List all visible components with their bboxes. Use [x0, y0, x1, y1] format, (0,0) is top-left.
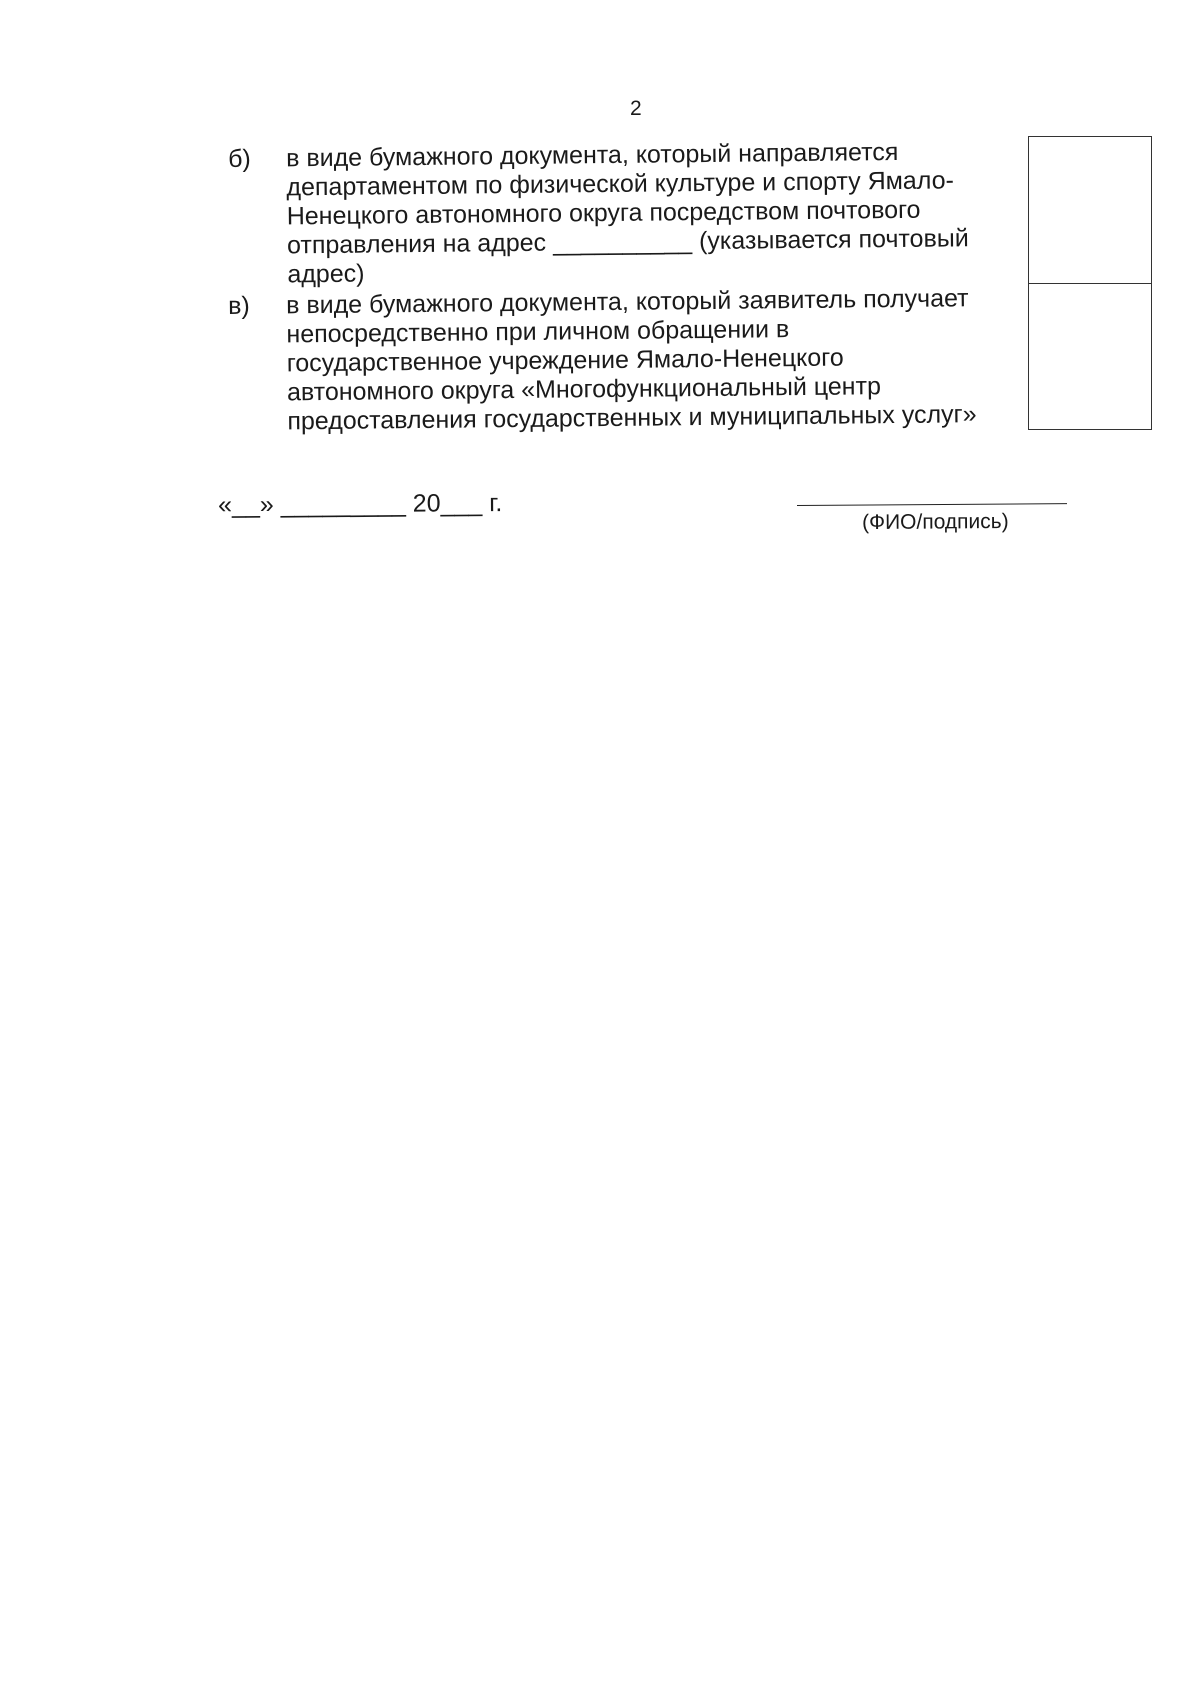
option-letter: б): [228, 144, 251, 173]
option-text: в виде бумажного документа, который заявитель получает непосредственно при личном обращении в государственное учреждение Ямало-Ненецкого автономного округа «Многофункциональный центр предоставления государственных и муниципальных услуг»: [285, 284, 977, 436]
option-letter: в): [228, 291, 250, 320]
option-v-checkbox[interactable]: [1028, 283, 1152, 430]
option-text: в виде бумажного документа, который направляется департаментом по физической культуре и спорту Ямало- Ненецкого автономного округа посредством почтового отправления на адрес __________ (указывается почтовый адрес): [285, 137, 969, 289]
signature-caption: (ФИО/подпись): [862, 509, 1009, 534]
option-b: [228, 137, 1029, 290]
option-b-checkbox[interactable]: [1028, 136, 1152, 284]
signature-line[interactable]: [797, 503, 1067, 506]
date-field[interactable]: «__» _________ 20___ г.: [218, 489, 503, 519]
page-number: 2: [630, 97, 642, 120]
option-v: [228, 284, 1029, 437]
